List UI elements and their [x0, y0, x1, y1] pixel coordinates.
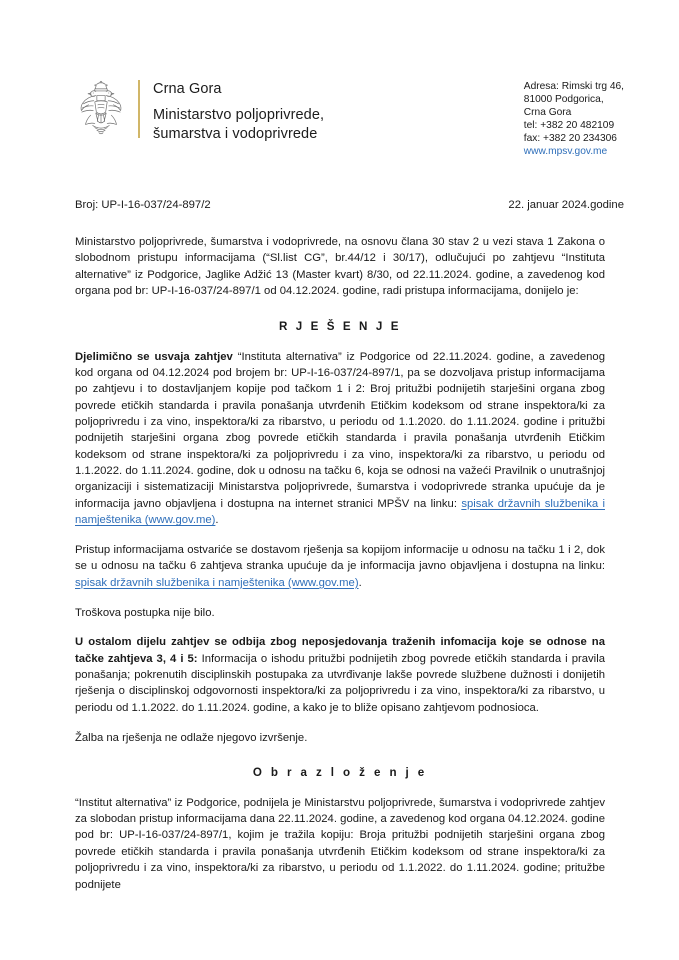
contact-fax: fax: +382 20 234306 [523, 133, 617, 145]
civil-servants-list-link-2[interactable]: spisak državnih službenika i namještenika (www.gov.me) [75, 576, 359, 589]
reference-line [75, 197, 624, 213]
brand-text [153, 78, 324, 144]
contact-website-link[interactable]: www.mpsv.gov.me [523, 146, 608, 158]
decision-p2-tail: . [358, 576, 362, 589]
montenegro-coat-of-arms-icon [75, 78, 127, 140]
decision-p4-text: Informacija o ishodu pritužbi podnijetih zbog povrede etičkih standarda i pravila ponašanja; pokrenutih disciplinskih postupaka za utvrđivanje lakše povrede službene dužnosti i donijetih rješenja o disciplinskoj odgovornosti inspektora/ki za poljoprivredu i za vino, inspektora/ki za ribarstvo, u periodu od 1.1.2022. do 1.11.2024. godine, a kako je to bliže opisano zahtjevom podnosioca. [75, 652, 605, 714]
brand-divider [138, 80, 140, 138]
explanation-paragraph-1: “Institut alternativa” iz Podgorice, podnijela je Ministarstvu poljoprivrede, šumarstva i vodoprivrede zahtjev za slobodan pristup informacijama dana 22.11.2024. godine, a zavedenog kod organa 04.12.2024. godine pod br: UP-I-16-037/24-897/1, kojim je tražila kopiju: Broja pritužbi podnijetih starješini organa zbog povrede etičkih standarda i pravila ponašanja utvrđenih Etičkim kodeksom od strane inspektora/ki za poljoprivredu i za vino, inspektora/ki za ribarstvo, u periodu od 1.1.2022. do 1.11.2024. godine; pritužbe podnijete [75, 796, 605, 891]
document-number: Broj: UP-I-16-037/24-897/2 [75, 199, 211, 211]
explanation-heading: O b r a z l o ž e n j e [252, 765, 428, 779]
decision-p4-lead: U ostalom dijelu zahtjev se odbija zbog neposjedovanja traženih infomacija koje se odnose na tačke zahtjeva 3, 4 i 5: [75, 636, 605, 665]
decision-paragraph-4 [75, 634, 605, 716]
contact-address-line-3: Crna Gora [523, 107, 572, 119]
country-name: Crna Gora [153, 81, 222, 97]
contact-address-line-2: 81000 Podgorica, [523, 94, 604, 106]
decision-p1-tail: . [215, 514, 219, 527]
decision-p1-lead: Djelimično se usvaja zahtjev [75, 350, 233, 363]
intro-paragraph: Ministarstvo poljoprivrede, šumarstva i vodoprivrede, na osnovu člana 30 stav 2 u vezi stava 1 Zakona o slobodnom pristupu informacijama (“Sl.list CG”, br.44/12 i 30/17), odlučujući po zahtjevu “Instituta alternative” iz Podgorice, Jaglike Adžić 13 (Master kvart) 8/30, od 22.11.2024. godine, a zavedenog kod organa pod br: UP-I-16-037/24-897/1 od 04.12.2024. godine, radi pristupa informacijama, donijelo je: [75, 236, 605, 298]
decision-paragraph-3: Troškova postupka nije bilo. [75, 606, 215, 619]
decision-p1-text: “Instituta alternativa” iz Podgorice od 22.11.2024. godine, a zavedenog kod organa od 04.12.2024 pod brojem br: UP-I-16-037/24-897/1, pa se dozvoljava pristup informacijama po zahtjevu i to dostavljanjem kopije pod tačkom 1 i 2: Broj pritužbi podnijetih starješini organa zbog povrede etičkih standarda i pravila ponašanja utvrđenih Etičkim kodeksom od strane inspektora/ki za poljoprivredu i za vino, inspektora/ki za ribarstvo, u periodu od 1.1.2020. do 1.11.2024. godine i pritužbi podnijetih starješini organa zbog povrede etičkih standarda i pravila ponašanja utvrđenih Etičkim kodeksom od strane inspektora/ki za poljoprivredu i za vino, inspektora/ki za ribarstvo, u periodu od 1.1.2022. do 1.11.2024. godine, dok u odnosu na tačku 6, koja se odnosi na važeći Pravilnik o unutrašnjoj organizaciji i sistematizaciji Ministarstva poljoprivrede, šumarstva i vodoprivrede stranka upućuje da je informacija javno objavljena i dostupna na internet stranici MPŠV na linku: [75, 350, 606, 510]
document-date: 22. januar 2024.godine [508, 199, 624, 211]
civil-servants-list-link-1[interactable]: spisak državnih službenika i namještenika (www.gov.me) [75, 497, 605, 527]
document-body [75, 234, 605, 906]
contact-block [524, 78, 624, 159]
decision-paragraph-5: Žalba na rješenja ne odlaže njegovo izvršenje. [75, 731, 308, 744]
letterhead [75, 78, 624, 159]
brand-block [75, 78, 324, 144]
decision-heading: R J E Š E N J E [278, 320, 402, 334]
contact-address-line-1: Adresa: Rimski trg 46, [523, 81, 624, 92]
contact-telephone: tel: +382 20 482109 [523, 120, 615, 132]
decision-p2-text: Pristup informacijama ostvariće se dostavom rješenja sa kopijom informacije u odnosu na tačku 1 i 2, dok se u odnosu na tačku 6 zahtjeva stranka upućuje da je informacija javno objavljena i dostupna na linku: [75, 544, 605, 573]
decision-paragraph-1 [75, 349, 605, 529]
decision-paragraph-2 [75, 542, 605, 591]
ministry-name-line-2: šumarstva i vodoprivrede [153, 126, 318, 142]
ministry-name-line-1: Ministarstvo poljoprivrede, [153, 107, 325, 123]
